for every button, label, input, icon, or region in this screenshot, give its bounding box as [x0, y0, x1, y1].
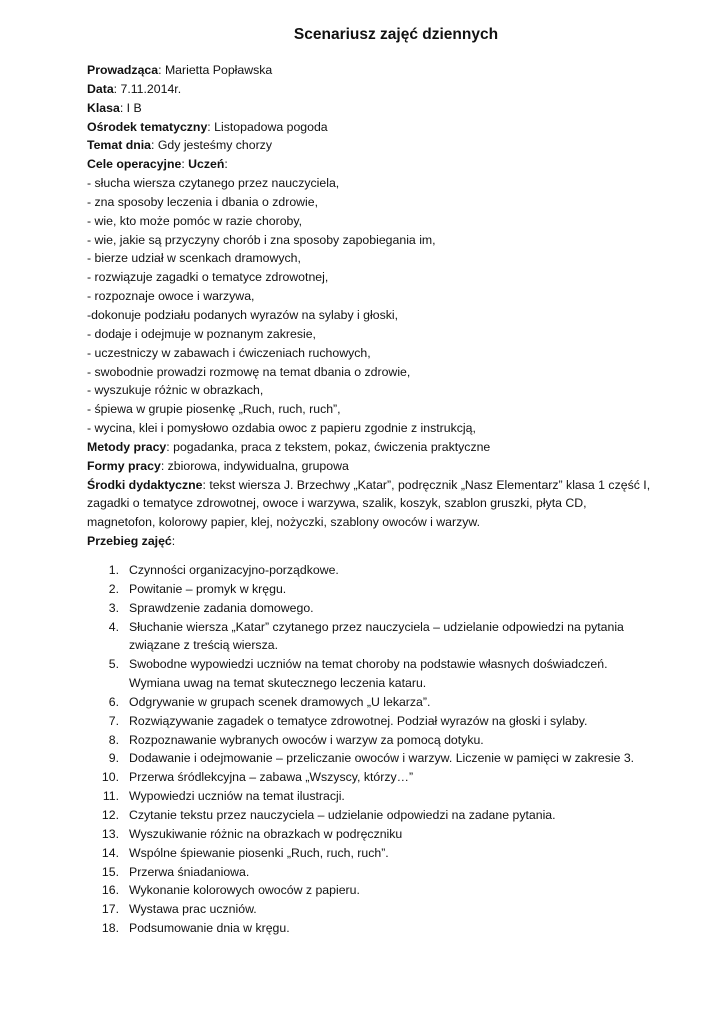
- goal-item: - rozpoznaje owoce i warzywa,: [87, 289, 255, 304]
- field-label: Prowadząca: [87, 63, 159, 77]
- step-number: 17.: [101, 902, 119, 917]
- field-separator: :: [171, 534, 176, 549]
- field-value: I B: [126, 100, 142, 115]
- field-value: tekst wiersza J. Brzechwy „Katar”, podręcznik „Nasz Elementarz” klasa 1 część I,: [209, 477, 651, 492]
- goal-item: - rozwiązuje zagadki o tematyce zdrowotnej,: [87, 270, 329, 285]
- goal-item: - wie, jakie są przyczyny chorób i zna sposoby zapobiegania im,: [87, 232, 436, 247]
- lesson-step: [87, 787, 647, 806]
- step-number: 13.: [101, 826, 119, 841]
- course-label: Przebieg zajęć: [87, 534, 172, 549]
- materials-line: magnetofon, kolorowy papier, klej, nożyczki, szablony owoców i warzyw.: [87, 515, 480, 530]
- goal-item: -dokonuje podziału podanych wyrazów na sylaby i głoski,: [87, 307, 399, 322]
- step-text: Wykonanie kolorowych owoców z papieru.: [129, 883, 360, 898]
- goal-item: - wycina, klei i pomysłowo ozdabia owoc z papieru zgodnie z instrukcją,: [87, 421, 476, 436]
- step-text: Wspólne śpiewanie piosenki „Ruch, ruch, ruch”.: [129, 845, 389, 860]
- step-text: Wypowiedzi uczniów na temat ilustracji.: [129, 789, 345, 804]
- lesson-step: [87, 712, 647, 731]
- step-text: Podsumowanie dnia w kręgu.: [129, 921, 290, 936]
- step-number: 15.: [101, 864, 119, 879]
- lesson-step: [87, 844, 647, 863]
- goal-item: - uczestniczy w zabawach i ćwiczeniach ruchowych,: [87, 345, 371, 360]
- lesson-step: [87, 881, 647, 900]
- materials-line: zagadki o tematyce zdrowotnej, owoce i warzywa, szalik, koszyk, szablon gruszki, płyta CD,: [87, 496, 587, 511]
- step-number: 8.: [108, 732, 119, 747]
- step-number: 14.: [101, 845, 119, 860]
- step-text: Rozpoznawanie wybranych owoców i warzyw za pomocą dotyku.: [129, 732, 484, 747]
- step-number: 4.: [108, 619, 119, 634]
- lesson-step: [87, 693, 647, 712]
- lesson-step: [87, 561, 647, 580]
- goal-item: - dodaje i odejmuje w poznanym zakresie,: [87, 326, 316, 341]
- step-text-continuation: związane z treścią wiersza.: [129, 638, 278, 653]
- step-number: 11.: [102, 789, 119, 804]
- goal-item: - wyszukuje różnic w obrazkach,: [87, 383, 264, 398]
- field-forms: [87, 457, 687, 476]
- field-separator: :: [160, 458, 168, 473]
- field-teacher: [87, 61, 687, 80]
- document-title: Scenariusz zajęć dziennych: [293, 26, 499, 43]
- field-separator: :: [151, 138, 158, 153]
- field-separator: :: [113, 81, 121, 96]
- step-text: Wystawa prac uczniów.: [129, 902, 257, 917]
- field-label: Klasa: [87, 100, 120, 115]
- lesson-step: [87, 731, 647, 750]
- field-label: Środki dydaktyczne: [87, 477, 203, 492]
- step-number: 10.: [101, 770, 119, 785]
- field-separator: :: [119, 100, 127, 115]
- field-value: pogadanka, praca z tekstem, pokaz, ćwiczenia praktyczne: [173, 439, 491, 454]
- field-methods: [87, 438, 687, 457]
- materials-line: [87, 476, 687, 495]
- goal-item: - bierze udział w scenkach dramowych,: [87, 251, 301, 266]
- step-text-continuation: Wymiana uwag na temat skutecznego leczenia kataru.: [129, 676, 427, 691]
- course-heading: [87, 532, 687, 551]
- lesson-step: [87, 825, 647, 844]
- lesson-steps-list: [87, 561, 647, 938]
- step-text: Powitanie – promyk w kręgu.: [129, 581, 287, 596]
- goals-sublabel: Uczeń: [188, 157, 225, 172]
- step-text: Odgrywanie w grupach scenek dramowych „U lekarza”.: [129, 694, 431, 709]
- field-value: Listopadowa pogoda: [214, 119, 328, 134]
- field-separator: :: [224, 157, 228, 172]
- goal-item: - śpiewa w grupie piosenkę „Ruch, ruch, ruch”,: [87, 402, 341, 417]
- field-separator: :: [158, 63, 165, 77]
- field-label: Ośrodek tematyczny: [87, 119, 208, 134]
- step-text: Słuchanie wiersza „Katar” czytanego przez nauczyciela – udzielanie odpowiedzi na pytania: [129, 619, 624, 634]
- lesson-step: [87, 863, 647, 882]
- lesson-step: [87, 599, 647, 618]
- step-text: Przerwa śniadaniowa.: [129, 864, 250, 879]
- field-label: Formy pracy: [87, 458, 161, 473]
- step-number: 16.: [101, 883, 119, 898]
- goal-item: - swobodnie prowadzi rozmowę na temat dbania o zdrowie,: [87, 364, 411, 379]
- step-number: 3.: [108, 600, 119, 615]
- field-label: Metody pracy: [87, 439, 167, 454]
- field-date: [87, 80, 687, 99]
- lesson-step: [87, 655, 647, 693]
- step-text: Dodawanie i odejmowanie – przeliczanie owoców i warzyw. Liczenie w pamięci w zakresie 3.: [129, 751, 635, 766]
- field-label: Temat dnia: [87, 138, 152, 153]
- field-label: Data: [87, 81, 114, 96]
- goal-item: - słucha wiersza czytanego przez nauczyciela,: [87, 176, 340, 191]
- lesson-step: [87, 618, 647, 656]
- goals-label: Cele operacyjne: [87, 157, 182, 172]
- step-text: Czytanie tekstu przez nauczyciela – udzielanie odpowiedzi na zadane pytania.: [129, 807, 556, 822]
- step-text: Swobodne wypowiedzi uczniów na temat choroby na podstawie własnych doświadczeń.: [129, 657, 608, 672]
- step-number: 18.: [101, 921, 119, 936]
- step-text: Wyszukiwanie różnic na obrazkach w podręczniku: [129, 826, 403, 841]
- field-class: [87, 99, 687, 118]
- goals-heading: [87, 155, 687, 174]
- step-number: 6.: [108, 694, 119, 709]
- lesson-metadata: [87, 61, 687, 551]
- step-number: 1.: [108, 563, 119, 577]
- step-number: 2.: [108, 581, 119, 596]
- lesson-step: [87, 919, 647, 938]
- field-value: zbiorowa, indywidualna, grupowa: [167, 458, 349, 473]
- goal-item: - zna sposoby leczenia i dbania o zdrowie,: [87, 194, 319, 209]
- lesson-step: [87, 580, 647, 599]
- step-number: 9.: [108, 751, 119, 766]
- step-text: Sprawdzenie zadania domowego.: [129, 600, 314, 615]
- lesson-step: [87, 806, 647, 825]
- step-text: Przerwa śródlekcyjna – zabawa „Wszyscy, którzy…”: [129, 770, 414, 785]
- field-value: Marietta Popławska: [164, 63, 273, 77]
- field-separator: :: [181, 157, 189, 172]
- step-number: 12.: [101, 807, 119, 822]
- field-theme: [87, 118, 687, 137]
- lesson-step: [87, 768, 647, 787]
- field-separator: :: [166, 439, 174, 454]
- field-value: 7.11.2014r.: [120, 81, 182, 96]
- field-value: Gdy jesteśmy chorzy: [157, 138, 272, 153]
- step-text: Rozwiązywanie zagadek o tematyce zdrowotnej. Podział wyrazów na głoski i sylaby.: [129, 713, 588, 728]
- step-number: 5.: [108, 657, 119, 672]
- field-separator: :: [202, 477, 210, 492]
- step-text: Czynności organizacyjno-porządkowe.: [129, 563, 339, 577]
- goal-item: - wie, kto może pomóc w razie choroby,: [87, 213, 303, 228]
- field-separator: :: [207, 119, 215, 134]
- lesson-step: [87, 749, 647, 768]
- step-number: 7.: [108, 713, 119, 728]
- lesson-step: [87, 900, 647, 919]
- field-topic: [87, 136, 687, 155]
